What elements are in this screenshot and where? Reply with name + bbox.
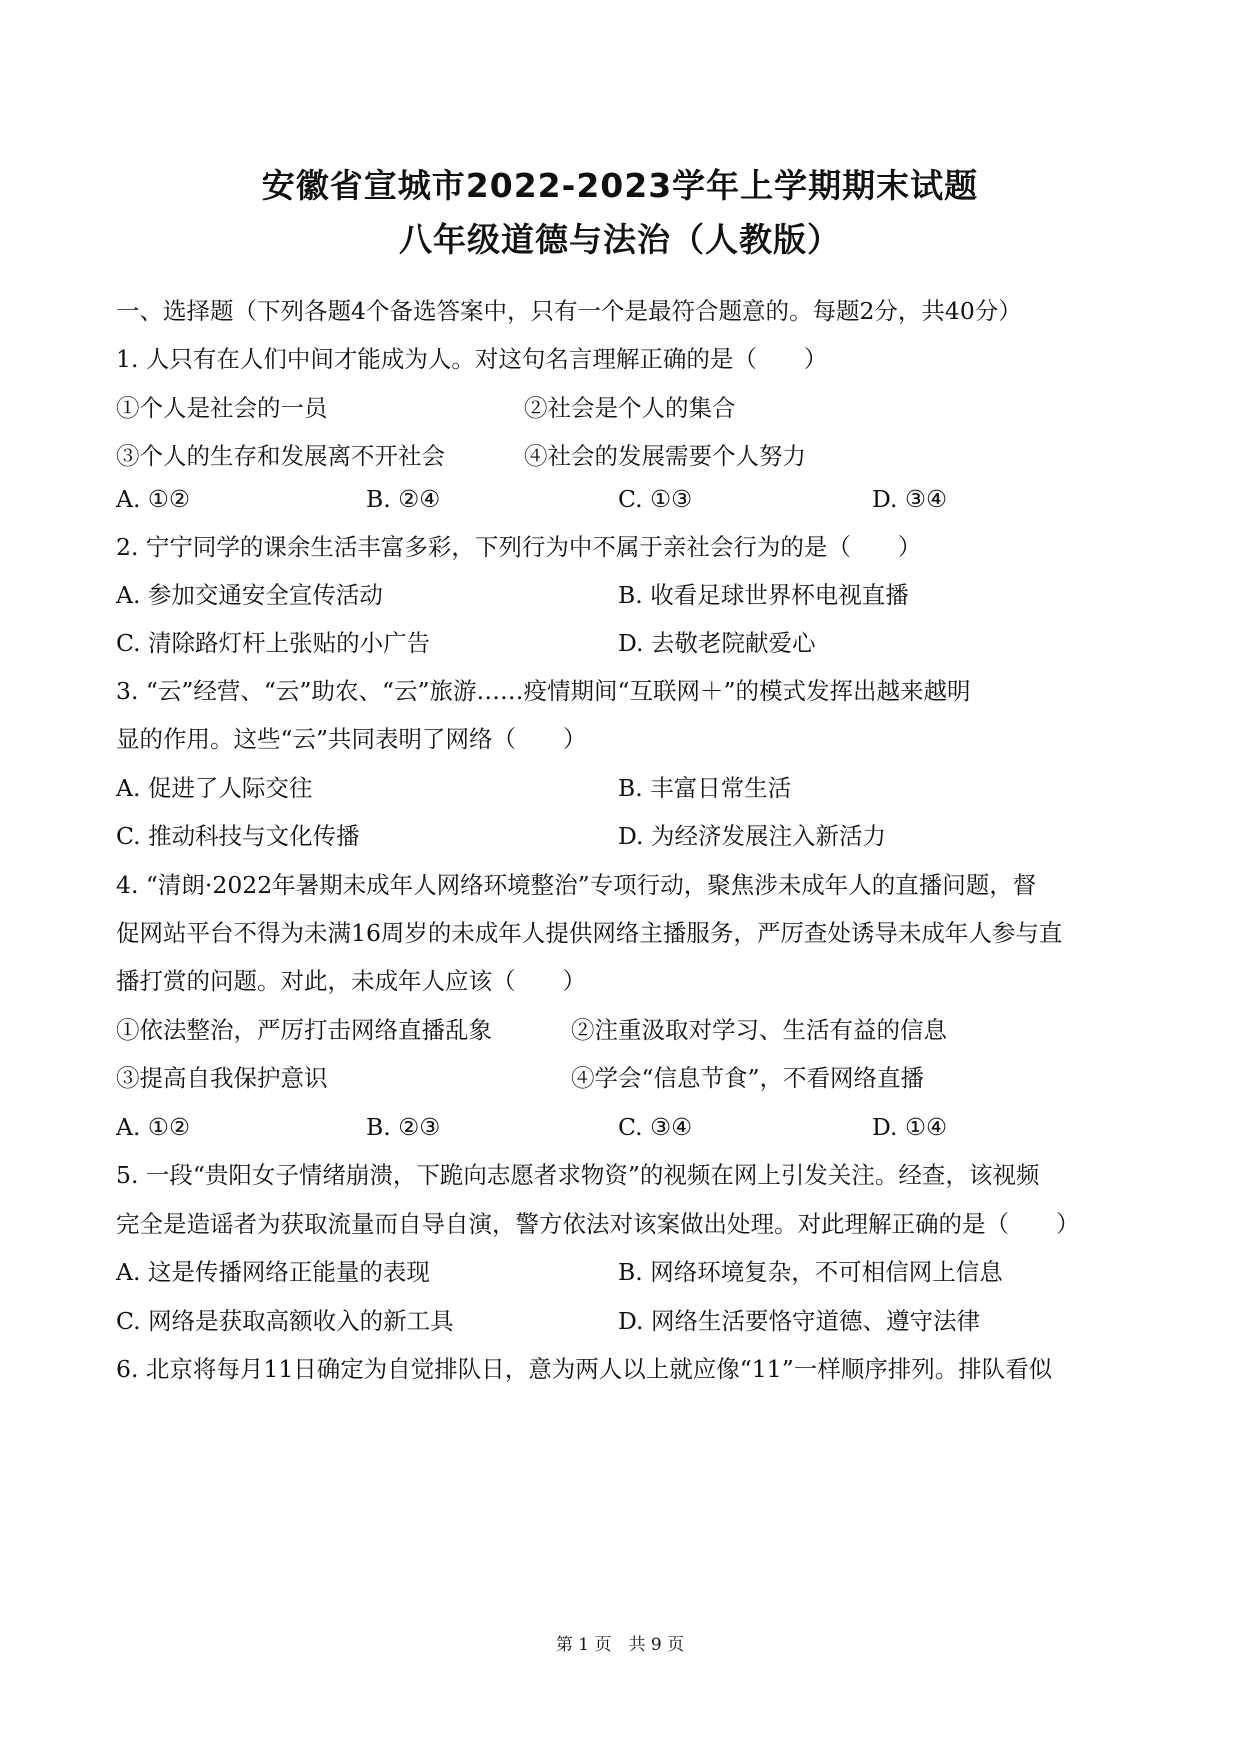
question-1-statement-1: ①个人是社会的一员 xyxy=(116,394,328,422)
question-1-option-d: D. ③④ xyxy=(872,485,948,513)
exam-subtitle: 八年级道德与法治（人教版） xyxy=(399,220,841,259)
question-1-option-c: C. ①③ xyxy=(618,485,693,513)
question-5-stem-line-1: 5. 一段“贵阳女子情绪崩溃，下跪向志愿者求物资”的视频在网上引发关注。经查，该视频 xyxy=(116,1161,1040,1189)
question-3-option-c: C. 推动科技与文化传播 xyxy=(116,822,360,850)
question-4-option-c: C. ③④ xyxy=(618,1113,693,1141)
question-4-statement-3: ③提高自我保护意识 xyxy=(116,1064,328,1092)
question-3-option-a: A. 促进了人际交往 xyxy=(116,774,313,802)
question-5-option-c: C. 网络是获取高额收入的新工具 xyxy=(116,1307,454,1335)
exam-title: 安徽省宣城市2022-2023学年上学期期末试题 xyxy=(261,166,979,205)
question-5-stem-line-2: 完全是造谣者为获取流量而自导自演，警方依法对该案做出处理。对此理解正确的是（ ） xyxy=(116,1210,1080,1238)
question-5-option-d: D. 网络生活要恪守道德、遵守法律 xyxy=(618,1307,980,1335)
question-1-option-b: B. ②④ xyxy=(366,485,441,513)
question-4-option-b: B. ②③ xyxy=(366,1113,441,1141)
section-heading: 一、选择题（下列各题4个备选答案中，只有一个是最符合题意的。每题2分，共40分） xyxy=(116,297,1022,325)
question-5-option-b: B. 网络环境复杂，不可相信网上信息 xyxy=(618,1258,1003,1286)
question-2-option-a: A. 参加交通安全宣传活动 xyxy=(116,581,383,609)
question-4-stem-line-2: 促网站平台不得为未满16周岁的未成年人提供网络主播服务，严厉查处诱导未成年人参与直 xyxy=(116,919,1063,947)
question-4-stem-line-3: 播打赏的问题。对此，未成年人应该（ ） xyxy=(116,967,586,995)
question-5-option-a: A. 这是传播网络正能量的表现 xyxy=(116,1258,430,1286)
question-2-option-b: B. 收看足球世界杯电视直播 xyxy=(618,581,909,609)
question-1-option-a: A. ①② xyxy=(116,485,191,513)
question-2-stem: 2. 宁宁同学的课余生活丰富多彩，下列行为中不属于亲社会行为的是（ ） xyxy=(116,533,922,561)
question-3-option-b: B. 丰富日常生活 xyxy=(618,774,792,802)
page-footer: 第 1 页 共 9 页 xyxy=(555,1635,685,1655)
question-4-option-a: A. ①② xyxy=(116,1113,191,1141)
question-4-statement-2: ②注重汲取对学习、生活有益的信息 xyxy=(571,1016,947,1044)
question-2-option-d: D. 去敬老院献爱心 xyxy=(618,629,816,657)
question-4-option-d: D. ①④ xyxy=(872,1113,948,1141)
question-1-statement-3: ③个人的生存和发展离不开社会 xyxy=(116,442,445,470)
question-6-stem-line-1: 6. 北京将每月11日确定为自觉排队日，意为两人以上就应像“11”一样顺序排列。排队看似 xyxy=(116,1355,1053,1383)
question-1-statement-2: ②社会是个人的集合 xyxy=(524,394,736,422)
question-1-statement-4: ④社会的发展需要个人努力 xyxy=(524,442,806,470)
question-3-stem-line-1: 3. “云”经营、“云”助农、“云”旅游……疫情期间“互联网＋”的模式发挥出越来越明 xyxy=(116,677,971,705)
question-4-statement-4: ④学会“信息节食”，不看网络直播 xyxy=(571,1064,925,1092)
question-2-option-c: C. 清除路灯杆上张贴的小广告 xyxy=(116,629,431,657)
question-3-stem-line-2: 显的作用。这些“云”共同表明了网络（ ） xyxy=(116,725,587,753)
question-4-statement-1: ①依法整治，严厉打击网络直播乱象 xyxy=(116,1016,492,1044)
question-1-stem: 1. 人只有在人们中间才能成为人。对这句名言理解正确的是（ ） xyxy=(116,345,828,373)
question-3-option-d: D. 为经济发展注入新活力 xyxy=(618,822,886,850)
question-4-stem-line-1: 4. “清朗·2022年暑期未成年人网络环境整治”专项行动，聚焦涉未成年人的直播问题，督 xyxy=(116,871,1037,899)
